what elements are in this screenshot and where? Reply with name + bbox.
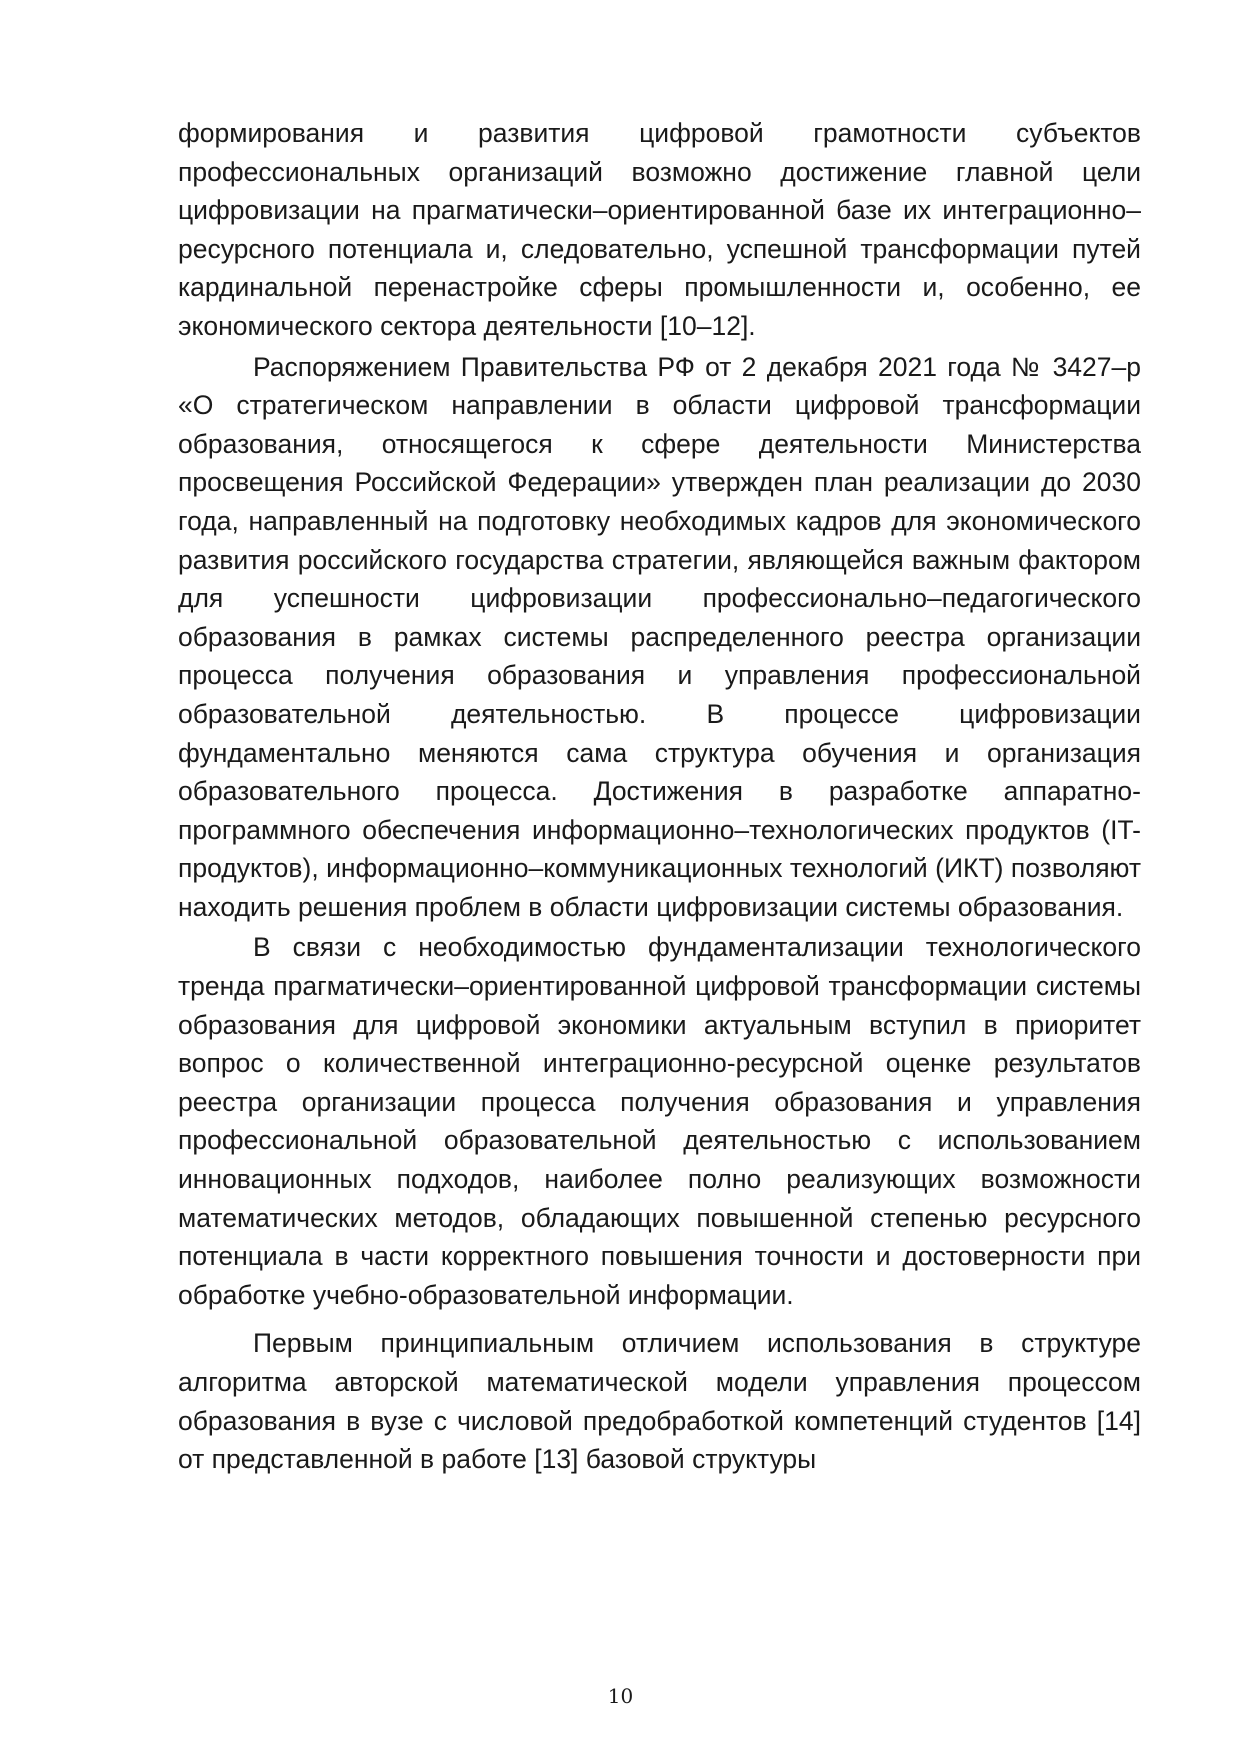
page-body: [178, 114, 1141, 1479]
paragraph-first-difference: Первым принципиальным отличием использования в структуре алгоритма авторской математической модели управления процессом образования в вузе с числовой предобработкой компетенций студентов [14] от представленной в работе [13] базовой структуры: [178, 1328, 1141, 1475]
paragraph-government-order: Распоряжением Правительства РФ от 2 декабря 2021 года № 3427–р «О стратегическом направлении в области цифровой трансформации образования, относящегося к сфере деятельности Министерства просвещения Российской Федерации» утвержден план реализации до 2030 года, направленный на подготовку необходимых кадров для экономического развития российского государства стратегии, являющейся важным фактором для успешности цифровизации профессионально–педагогического образования в рамках системы распределенного реестра организации процесса получения образования и управления профессиональной образовательной деятельностью. В процессе цифровизации фундаментально меняются сама структура обучения и организация образовательного процесса. Достижения в разработке аппаратно-программного обеспечения информационно–технологических продуктов (IT-продуктов), информационно–коммуникационных технологий (ИКТ) позволяют находить решения проблем в области цифровизации системы образования.: [178, 351, 1141, 922]
paragraph-continuation: формирования и развития цифровой грамотности субъектов профессиональных организаций возможно достижение главной цели цифровизации на прагматически–ориентированной базе их интеграционно–ресурсного потенциала и, следовательно, успешной трансформации путей кардинальной перенастройке сферы промышленности и, особенно, ее экономического сектора деятельности [10–12].: [178, 118, 1141, 341]
page-number: 10: [607, 1684, 634, 1708]
paragraph-fundamentalization: В связи с необходимостью фундаментализации технологического тренда прагматически–ориентированной цифровой трансформации системы образования для цифровой экономики актуальным вступил в приоритет вопрос о количественной интеграционно-ресурсной оценке результатов реестра организации процесса получения образования и управления профессиональной образовательной деятельностью с использованием инновационных подходов, наиболее полно реализующих возможности математических методов, обладающих повышенной степенью ресурсного потенциала в части корректного повышения точности и достоверности при обработке учебно-образовательной информации.: [178, 932, 1141, 1310]
